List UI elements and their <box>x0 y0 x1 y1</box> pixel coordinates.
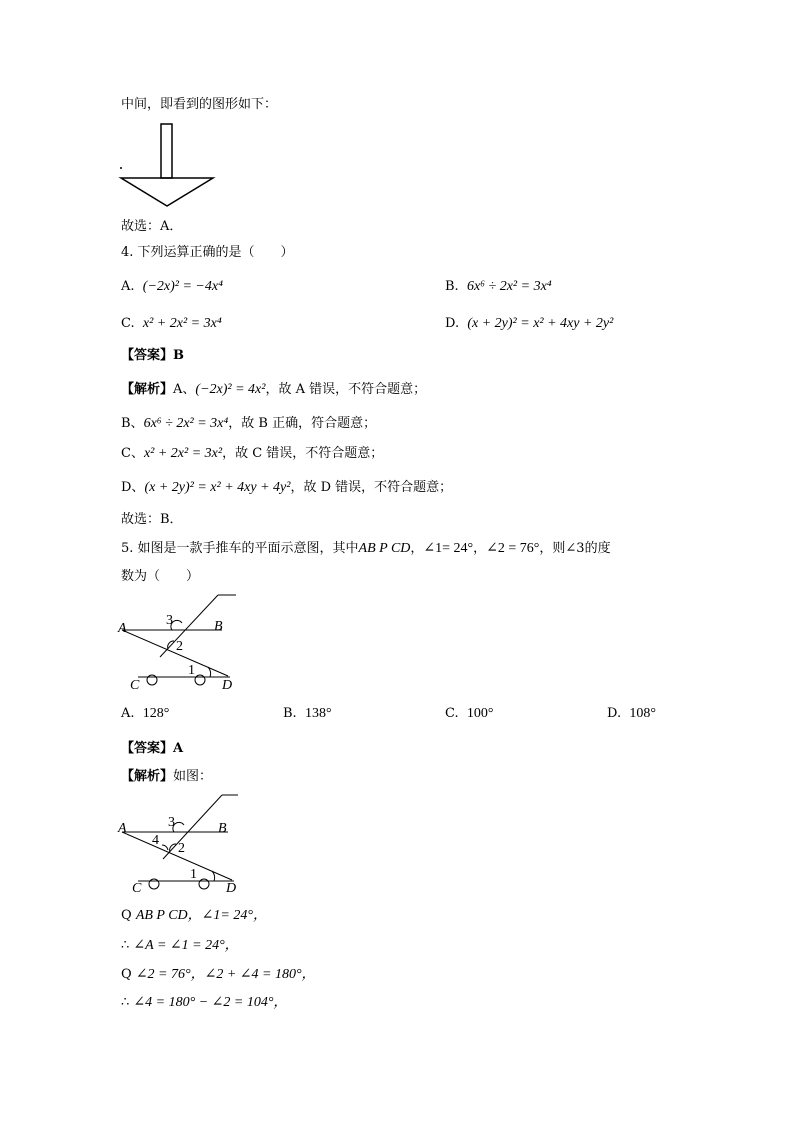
q5-stem-sep: ， <box>410 541 424 556</box>
analysis-prefix: C、 <box>121 446 144 461</box>
option-label: A. <box>121 706 135 721</box>
label-b: B <box>218 821 227 836</box>
option-label: C. <box>121 316 135 331</box>
analysis-text: ，故 D 错误，不符合题意； <box>290 480 453 495</box>
q5-stem-sep: ， <box>473 541 487 556</box>
label-b: B <box>214 619 223 634</box>
q5-step-1 <box>121 907 267 925</box>
q5-stem-math: ∠1= 24° <box>423 541 474 556</box>
q4-analysis-c <box>121 445 383 463</box>
intro-text: 中间，即看到的图形如下： <box>121 97 278 112</box>
label-a: A <box>118 821 127 836</box>
option-label: D. <box>607 706 622 721</box>
analysis-tag: 【解析】 <box>121 382 174 397</box>
arrow-dot <box>120 167 122 169</box>
option-label: A. <box>121 279 135 294</box>
analysis-prefix: D、 <box>121 480 145 495</box>
q5-stem-text: ，则∠3的度 <box>539 541 611 556</box>
q4-analysis-a <box>121 381 426 399</box>
step-math: AB P CD，∠1= 24°， <box>135 908 267 923</box>
label-c: C <box>132 881 142 896</box>
analysis-math: 6x⁶ ÷ 2x² = 3x⁴ <box>143 416 229 431</box>
analysis-text: ，故 B 正确，符合题意； <box>228 416 377 431</box>
step-lead: Q <box>121 908 132 923</box>
q5-option-b <box>283 705 332 723</box>
label-a: A <box>118 621 127 636</box>
arrow-figure <box>118 122 218 212</box>
label-1: 1 <box>188 663 195 678</box>
option-label: C. <box>445 706 459 721</box>
step-lead: ∴ <box>121 938 130 953</box>
q4-answer: 【答案】B <box>121 348 184 363</box>
label-d: D <box>226 881 237 896</box>
angle-arc-4 <box>162 845 168 850</box>
option-value: 100° <box>466 706 494 721</box>
line-diag-top <box>122 630 228 676</box>
label-2: 2 <box>178 841 185 856</box>
q3-choice: 故选：A． <box>121 219 183 234</box>
step-lead: Q <box>121 967 132 982</box>
analysis-math: (x + 2y)² = x² + 4xy + 4y² <box>144 480 291 495</box>
label-d: D <box>222 678 233 693</box>
q4-analysis-b <box>121 415 376 433</box>
step-lead: ∴ <box>121 995 130 1010</box>
q4-stem: 4. 下列运算正确的是（ ） <box>121 245 294 260</box>
q4-analysis-d <box>121 479 452 497</box>
label-1: 1 <box>190 867 197 882</box>
q5-stem-math: AB P CD <box>358 541 411 556</box>
step-math: ∠2 = 76°，∠2 + ∠4 = 180°， <box>135 967 316 982</box>
q5-stem-line2: 数为（ ） <box>121 569 200 584</box>
arrow-head <box>121 178 213 206</box>
q5-step-2 <box>121 937 239 955</box>
analysis-text: ，故 C 错误，不符合题意； <box>222 446 384 461</box>
analysis-math: x² + 2x² = 3x² <box>143 446 223 461</box>
option-value: 138° <box>304 706 332 721</box>
label-4: 4 <box>152 833 159 848</box>
option-label: D. <box>445 316 460 331</box>
analysis-prefix: A、 <box>173 382 196 397</box>
analysis-prefix: B、 <box>121 416 144 431</box>
option-value: 128° <box>142 706 170 721</box>
option-label: B. <box>283 706 297 721</box>
q5-stem-text: 5. 如图是一款手推车的平面示意图，其中 <box>121 541 359 556</box>
label-c: C <box>130 678 140 693</box>
line-diag-top <box>122 832 232 880</box>
analysis-tag: 【解析】 <box>121 769 174 784</box>
q4-option-c <box>121 315 222 333</box>
q4-option-b <box>445 278 552 296</box>
q5-step-3 <box>121 966 316 984</box>
q5-step-4 <box>121 994 287 1012</box>
option-label: B. <box>445 279 459 294</box>
q5-option-d <box>607 705 656 723</box>
option-math: (−2x)² = −4x⁴ <box>142 279 223 294</box>
analysis-math: (−2x)² = 4x² <box>195 382 266 397</box>
cart-figure-annotated <box>118 792 258 896</box>
label-3: 3 <box>168 815 175 830</box>
option-math: x² + 2x² = 3x⁴ <box>142 316 222 331</box>
q5-option-a <box>121 705 169 723</box>
q5-option-c <box>445 705 494 723</box>
label-2: 2 <box>176 639 183 654</box>
q5-analysis-intro <box>121 768 212 786</box>
q4-choice: 故选：B． <box>121 512 183 527</box>
analysis-text: 如图： <box>173 769 213 784</box>
q5-stem-line1 <box>121 540 611 558</box>
option-math: 6x⁶ ÷ 2x² = 3x⁴ <box>466 279 552 294</box>
q4-option-d <box>445 315 613 333</box>
cart-figure <box>118 592 258 692</box>
q5-stem-math: ∠2 = 76° <box>486 541 540 556</box>
label-3: 3 <box>166 613 173 628</box>
option-value: 108° <box>629 706 656 721</box>
option-math: (x + 2y)² = x² + 4xy + 2y² <box>467 316 614 331</box>
step-math: ∠4 = 180° − ∠2 = 104°， <box>133 995 288 1010</box>
analysis-text: ，故 A 错误，不符合题意； <box>265 382 427 397</box>
arrow-shaft <box>161 124 172 178</box>
q5-answer: 【答案】A <box>121 741 184 756</box>
q4-option-a <box>121 278 223 296</box>
step-math: ∠A = ∠1 = 24°， <box>133 938 239 953</box>
